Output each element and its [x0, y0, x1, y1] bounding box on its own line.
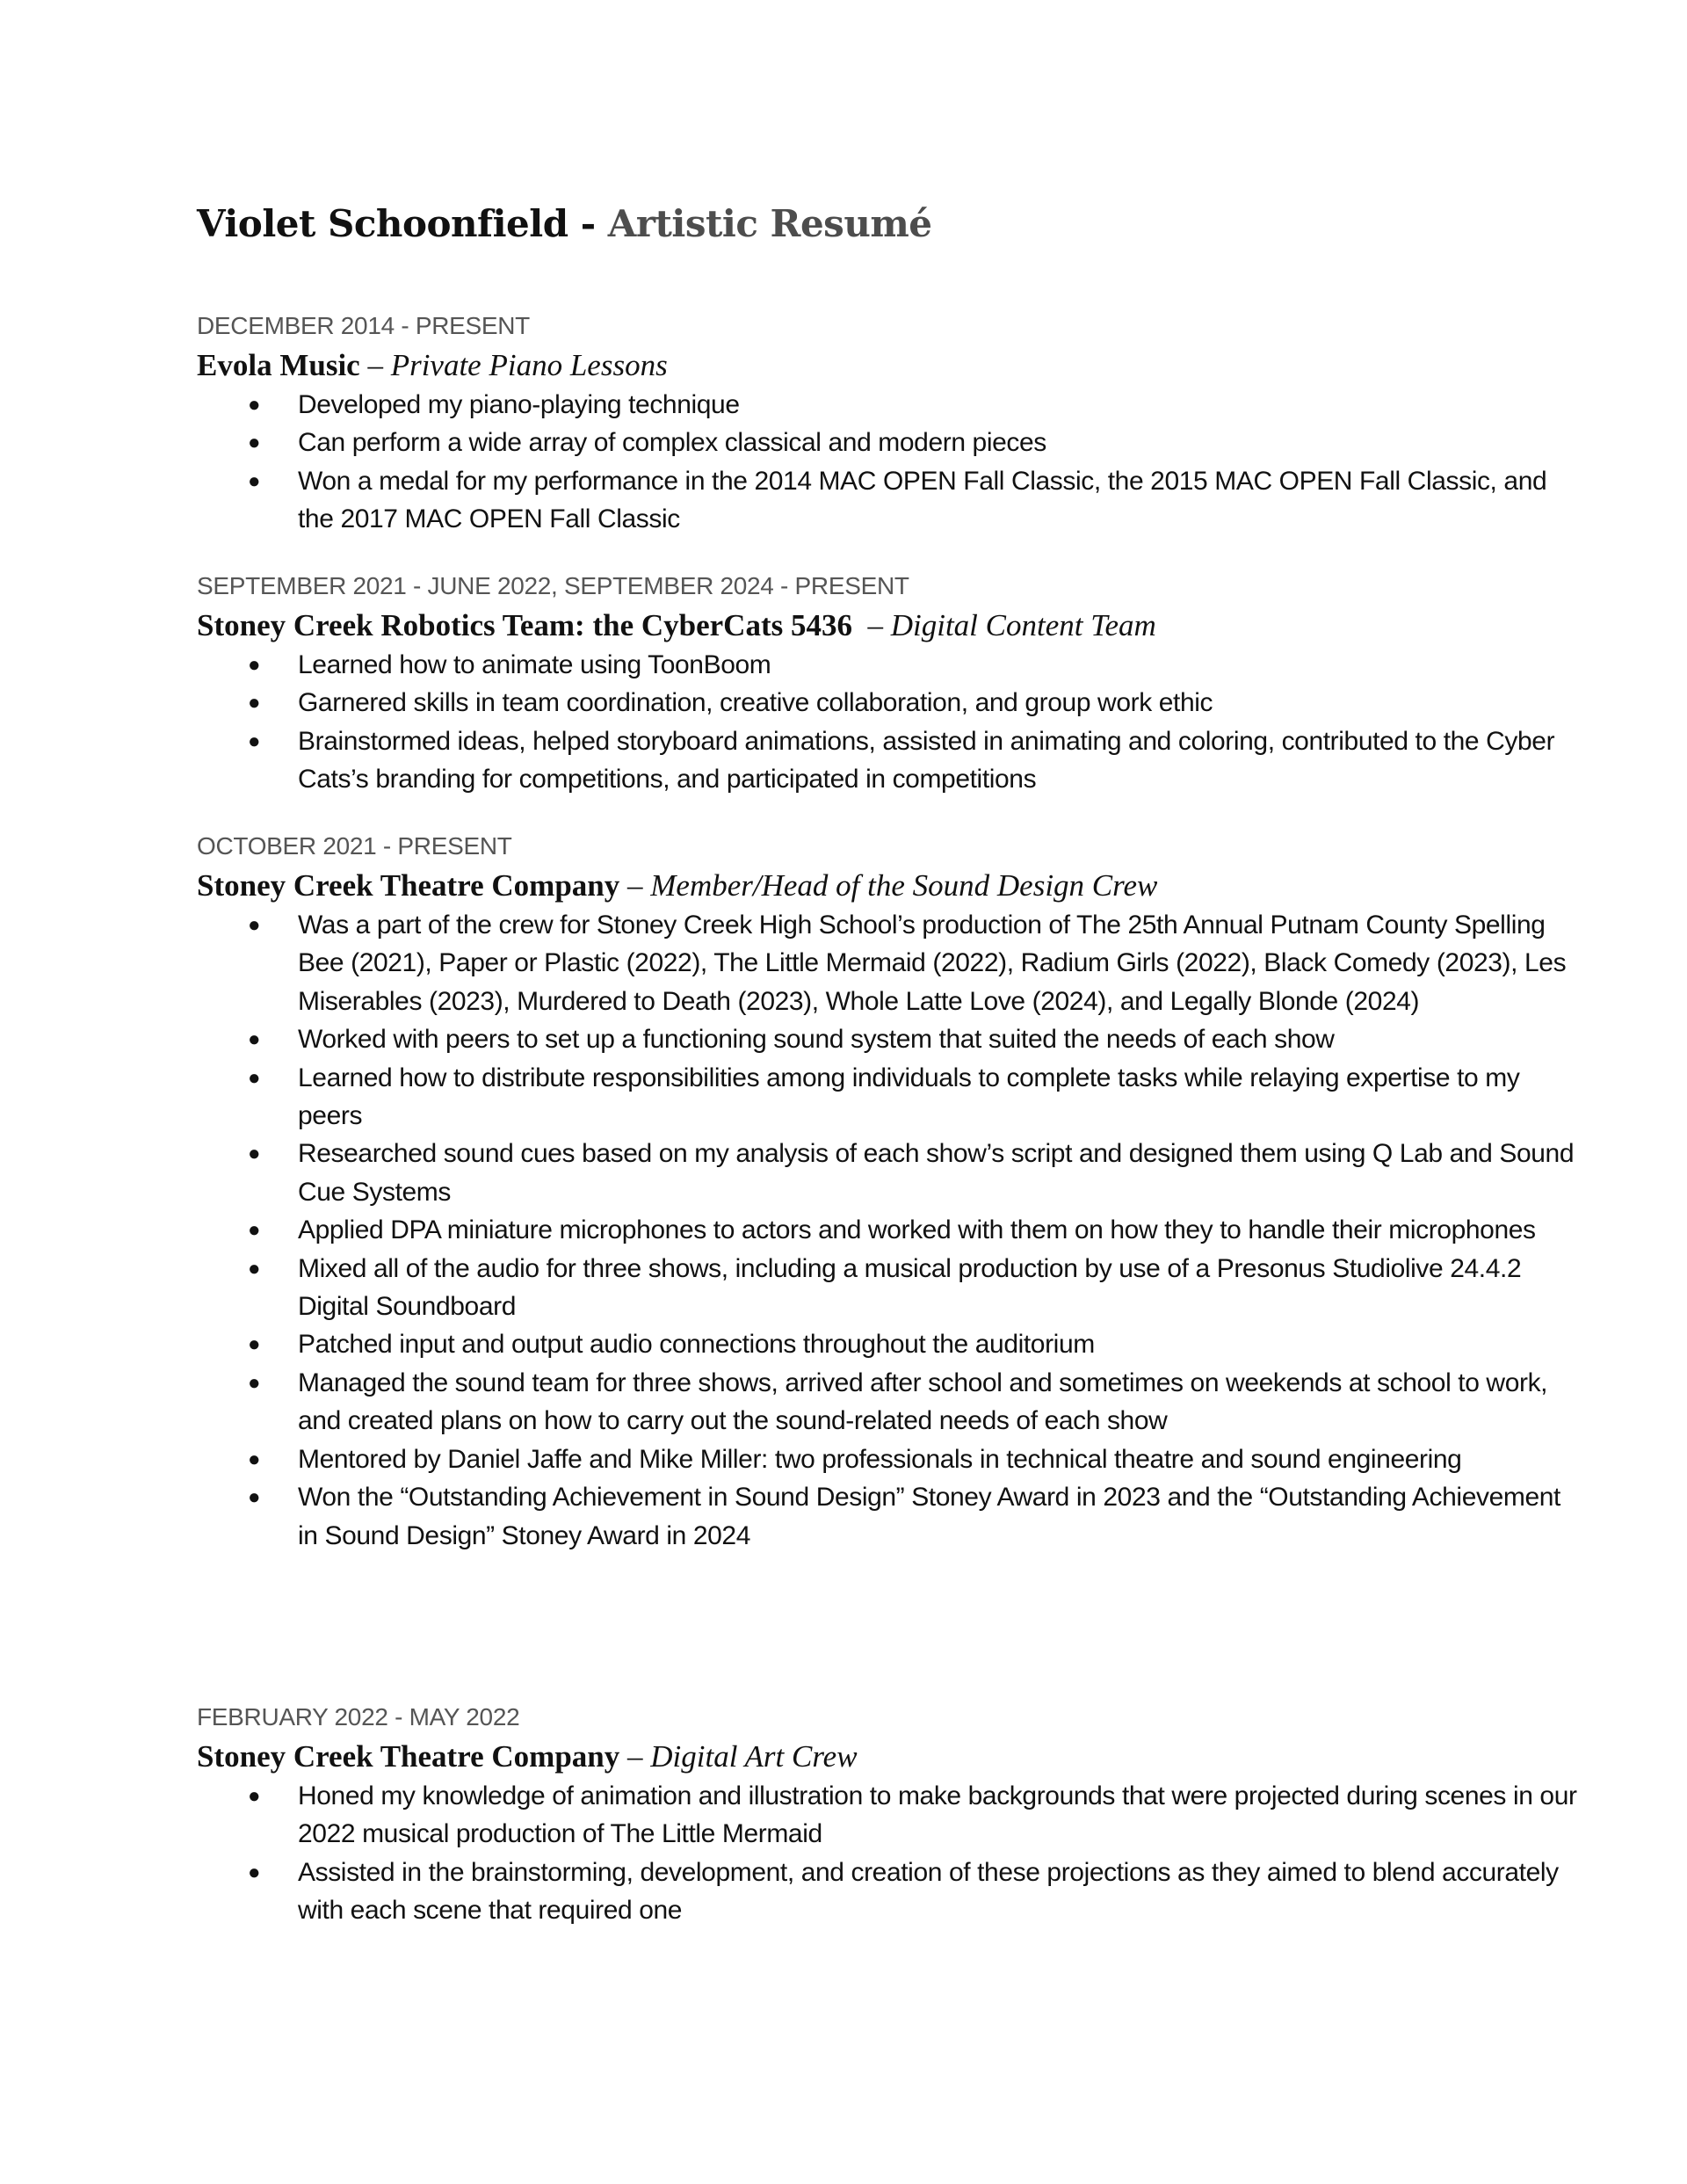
resume-name: Violet Schoonfield: [197, 202, 568, 245]
organization-name: Stoney Creek Theatre Company: [197, 1739, 620, 1774]
section-heading: [197, 606, 1515, 646]
section-heading: [197, 1737, 1515, 1777]
bullet-list: [197, 906, 1575, 1555]
resume-page: [197, 195, 1515, 253]
bullet-item: ● Brainstormed ideas, helped storyboard animations, assisted in animating and coloring, contributed to the Cyber Cats’s branding for competitions, and participated in competitions: [197, 722, 1585, 799]
bullet-icon: ●: [248, 729, 261, 753]
bullet-icon: ●: [248, 1447, 261, 1471]
bullet-icon: ●: [248, 913, 261, 937]
section-theatre-sound: [197, 829, 1575, 1555]
bullet-item: ● Researched sound cues based on my analysis of each show’s script and designed them using Q Lab and Sound Cue Systems: [197, 1135, 1585, 1211]
bullet-item: ● Learned how to animate using ToonBoom: [197, 646, 1585, 684]
bullet-icon: ●: [248, 1860, 261, 1884]
bullet-item: ● Honed my knowledge of animation and illustration to make backgrounds that were projected during scenes in our 2022 musical production of The Little Mermaid: [197, 1777, 1585, 1854]
section-date: OCTOBER 2021 - PRESENT: [197, 832, 512, 860]
role-title: Digital Content Team: [890, 608, 1156, 642]
bullet-icon: ●: [248, 1332, 261, 1357]
resume-subtitle: Artistic Resumé: [607, 202, 932, 245]
bullet-icon: ●: [248, 431, 261, 455]
bullet-icon: ●: [248, 1218, 261, 1243]
role-title: Digital Art Crew: [650, 1739, 858, 1774]
title-separator: -: [568, 202, 608, 245]
heading-dash: –: [619, 868, 651, 903]
bullet-icon: ●: [248, 1142, 261, 1166]
bullet-list: [197, 1777, 1577, 1930]
bullet-icon: ●: [248, 1256, 261, 1281]
bullet-item: ● Worked with peers to set up a functioning sound system that suited the needs of each show: [197, 1020, 1585, 1058]
bullet-item: ● Can perform a wide array of complex classical and modern pieces: [197, 424, 1585, 461]
bullet-item: ● Garnered skills in team coordination, creative collaboration, and group work ethic: [197, 684, 1585, 722]
role-title: Private Piano Lessons: [390, 348, 668, 382]
section-heading: [197, 866, 1515, 906]
bullet-item: ● Managed the sound team for three shows, arrived after school and sometimes on weekends at school to work, and created plans on how to carry out the sound-related needs of each show: [197, 1364, 1585, 1440]
role-title: Member/Head of the Sound Design Crew: [650, 868, 1158, 903]
resume-title: [197, 195, 1515, 253]
bullet-item: ● Mixed all of the audio for three shows, including a musical production by use of a Presonus Studiolive 24.4.2 Digital Soundboard: [197, 1250, 1585, 1326]
bullet-item: ● Assisted in the brainstorming, development, and creation of these projections as they aimed to blend accurately with each scene that required one: [197, 1854, 1585, 1930]
bullet-icon: ●: [248, 468, 261, 493]
bullet-icon: ●: [248, 1027, 261, 1052]
heading-dash: –: [359, 348, 391, 382]
heading-dash: –: [619, 1739, 651, 1774]
section-robotics-team: [197, 569, 1555, 799]
heading-dash: –: [851, 608, 891, 642]
bullet-item: ● Won the “Outstanding Achievement in Sound Design” Stoney Award in 2023 and the “Outstanding Achievement in Sound Design” Stoney Award in 2024: [197, 1478, 1585, 1555]
section-date: DECEMBER 2014 - PRESENT: [197, 312, 530, 339]
bullet-item: ● Won a medal for my performance in the 2014 MAC OPEN Fall Classic, the 2015 MAC OPEN Fall Classic, and the 2017 MAC OPEN Fall Classic: [197, 462, 1585, 539]
bullet-list: [197, 386, 1547, 539]
bullet-icon: ●: [248, 1370, 261, 1395]
section-heading: [197, 345, 1515, 386]
bullet-list: [197, 646, 1555, 799]
bullet-item: ● Patched input and output audio connections throughout the auditorium: [197, 1325, 1585, 1363]
section-date: SEPTEMBER 2021 - JUNE 2022, SEPTEMBER 2024 - PRESENT: [197, 572, 909, 599]
bullet-item: ● Applied DPA miniature microphones to actors and worked with them on how they to handle their microphones: [197, 1211, 1585, 1249]
bullet-item: ● Mentored by Daniel Jaffe and Mike Miller: two professionals in technical theatre and sound engineering: [197, 1440, 1585, 1478]
bullet-icon: ●: [248, 691, 261, 715]
bullet-item: ● Was a part of the crew for Stoney Creek High School’s production of The 25th Annual Putnam County Spelling Bee (2021), Paper or Plastic (2022), The Little Mermaid (2022), Radium Girls (2022), Black Comedy (2023), Les Miserables (2023), Murdered to Death (2023), Whole Latte Love (2024), and Legally Blonde (2024): [197, 906, 1585, 1020]
bullet-item: ● Learned how to distribute responsibilities among individuals to complete tasks while relaying expertise to my peers: [197, 1059, 1585, 1136]
bullet-item: ● Developed my piano-playing technique: [197, 386, 1585, 424]
organization-name: Stoney Creek Robotics Team: the CyberCats 5436: [197, 608, 852, 642]
bullet-icon: ●: [248, 393, 261, 417]
section-theatre-digital-art: [197, 1700, 1577, 1930]
section-date: FEBRUARY 2022 - MAY 2022: [197, 1703, 520, 1731]
section-evola-music: [197, 308, 1547, 539]
bullet-icon: ●: [248, 1784, 261, 1808]
organization-name: Evola Music: [197, 348, 360, 382]
bullet-icon: ●: [248, 1485, 261, 1510]
bullet-icon: ●: [248, 1065, 261, 1090]
organization-name: Stoney Creek Theatre Company: [197, 868, 620, 903]
bullet-icon: ●: [248, 653, 261, 677]
